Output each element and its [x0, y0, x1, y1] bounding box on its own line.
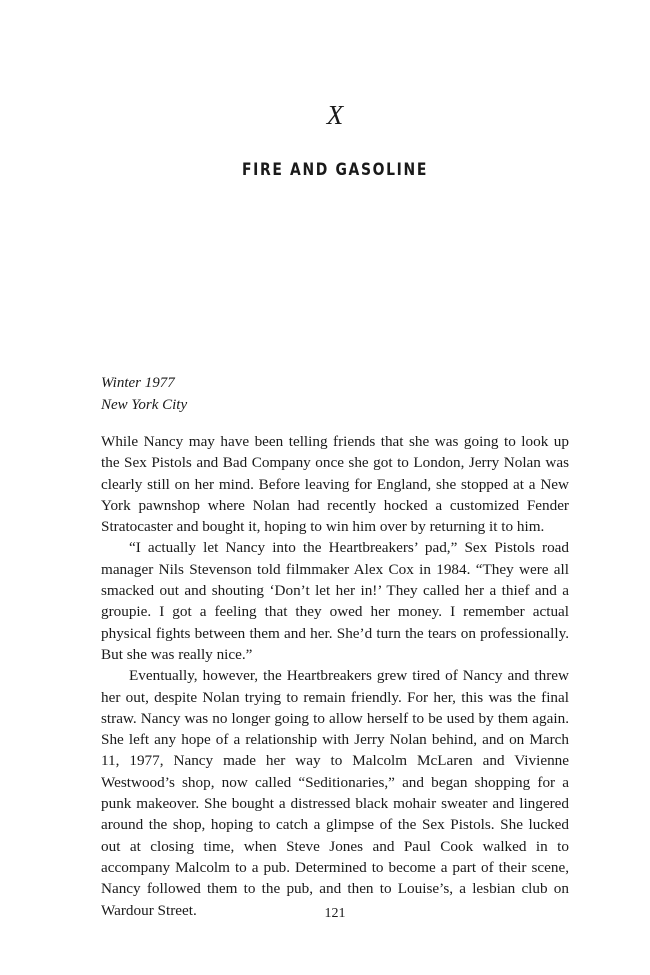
dateline-season: Winter 1977: [101, 375, 175, 391]
page-number: 121: [324, 906, 346, 921]
chapter-title: FIRE AND GASOLINE: [242, 160, 428, 180]
body-text: [101, 431, 569, 921]
paragraph-2: “I actually let Nancy into the Heartbreakers’ pad,” Sex Pistols road manager Nils Stevenson told filmmaker Alex Cox in 1984. “They were all smacked out and shouting ‘Don’t let her in!’ They called her a thief and a groupie. I got a feeling that they owed her money. I remember actual physical fights between them and her. She’d turn the tears on professionally. But she was really nice.”: [101, 539, 569, 663]
dateline: [101, 373, 187, 416]
dateline-place: New York City: [101, 396, 188, 413]
chapter-number: X: [326, 100, 344, 130]
paragraph-1: While Nancy may have been telling friends that she was going to look up the Sex Pistols and Bad Company once she got to London, Jerry Nolan was clearly still on her mind. Before leaving for England, she stopped at a New York pawnshop where Nolan had recently hocked a customized Fender Stratocaster and bought it, hoping to win him over by returning it to him.: [101, 433, 569, 536]
paragraph-3: Eventually, however, the Heartbreakers grew tired of Nancy and threw her out, despite Nolan trying to remain friendly. For her, this was the final straw. Nancy was no longer going to allow herself to be used by them again. She left any hope of a relationship with Jerry Nolan behind, and on March 11, 1977, Nancy made her way to Malcolm McLaren and Vivienne Westwood’s shop, now called “Seditionaries,” and began shopping for a punk makeover. She bought a distressed black mohair sweater and lingered around the shop, hoping to catch a glimpse of the Sex Pistols. She lucked out at closing time, when Steve Jones and Paul Cook walked in to accompany Malcolm to a pub. Determined to become a part of their scene, Nancy followed them to the pub, and then to Louise’s, a lesbian club on Wardour Street.: [101, 667, 569, 919]
